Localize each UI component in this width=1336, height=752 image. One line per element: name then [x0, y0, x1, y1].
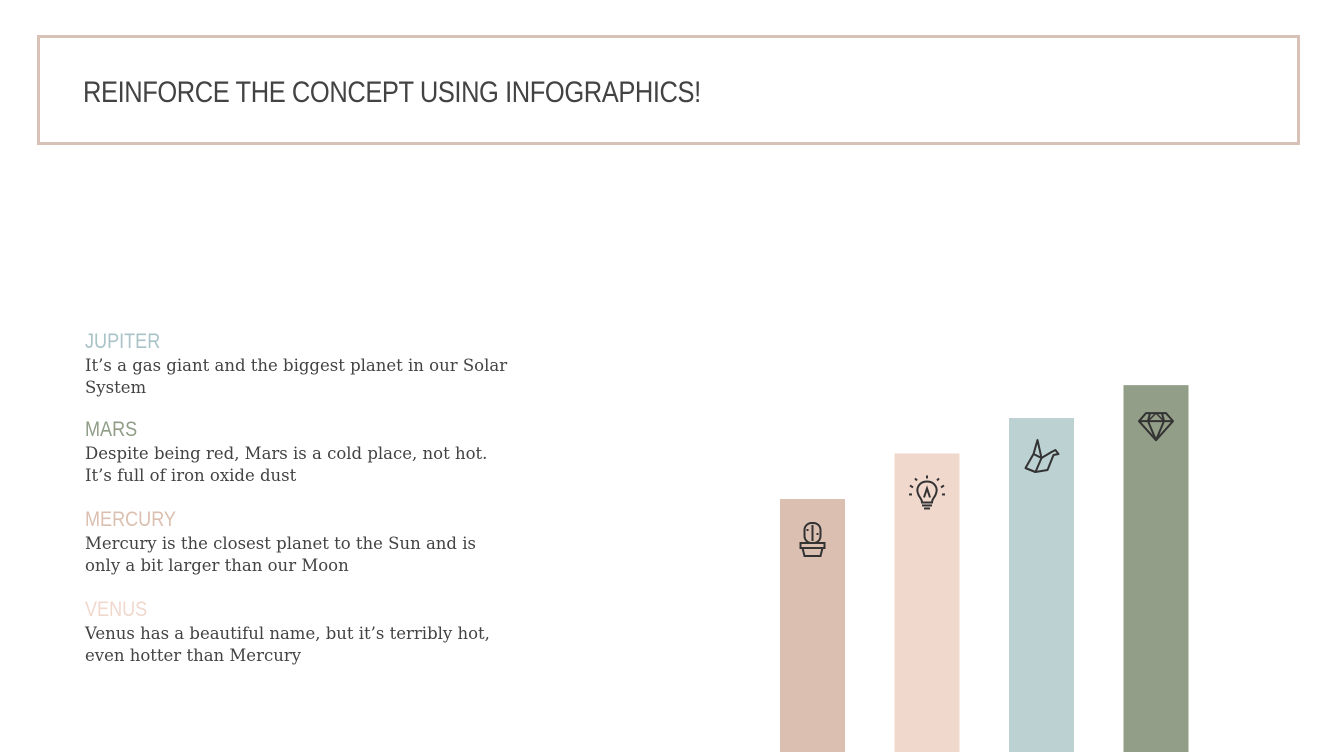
- item-title: JUPITER: [85, 330, 161, 353]
- diamond-icon: [1139, 413, 1173, 440]
- item-title: MARS: [85, 418, 138, 441]
- bar-2: [895, 453, 960, 752]
- list-item-venus: [85, 598, 515, 667]
- item-description: It’s a gas giant and the biggest planet in our Solar System: [85, 356, 508, 397]
- item-title: VENUS: [85, 598, 148, 621]
- item-title: MERCURY: [85, 508, 176, 531]
- origami-bird-icon: [1026, 440, 1059, 472]
- list-item-mars: [85, 418, 515, 487]
- bar-4: [1124, 385, 1189, 752]
- item-description: Mercury is the closest planet to the Sun and is only a bit larger than our Moon: [85, 534, 476, 575]
- page-title: REINFORCE THE CONCEPT USING INFOGRAPHICS!: [83, 76, 701, 109]
- item-description: Despite being red, Mars is a cold place, not hot. It’s full of iron oxide dust: [85, 444, 488, 485]
- lightbulb-icon: [909, 475, 945, 508]
- title-frame: [37, 35, 1300, 145]
- bar-3: [1009, 418, 1074, 752]
- cactus-icon: [801, 523, 825, 556]
- bar-1: [780, 499, 845, 752]
- list-item-jupiter: [85, 330, 515, 399]
- item-description: Venus has a beautiful name, but it’s terribly hot, even hotter than Mercury: [85, 624, 490, 665]
- list-item-mercury: [85, 508, 515, 577]
